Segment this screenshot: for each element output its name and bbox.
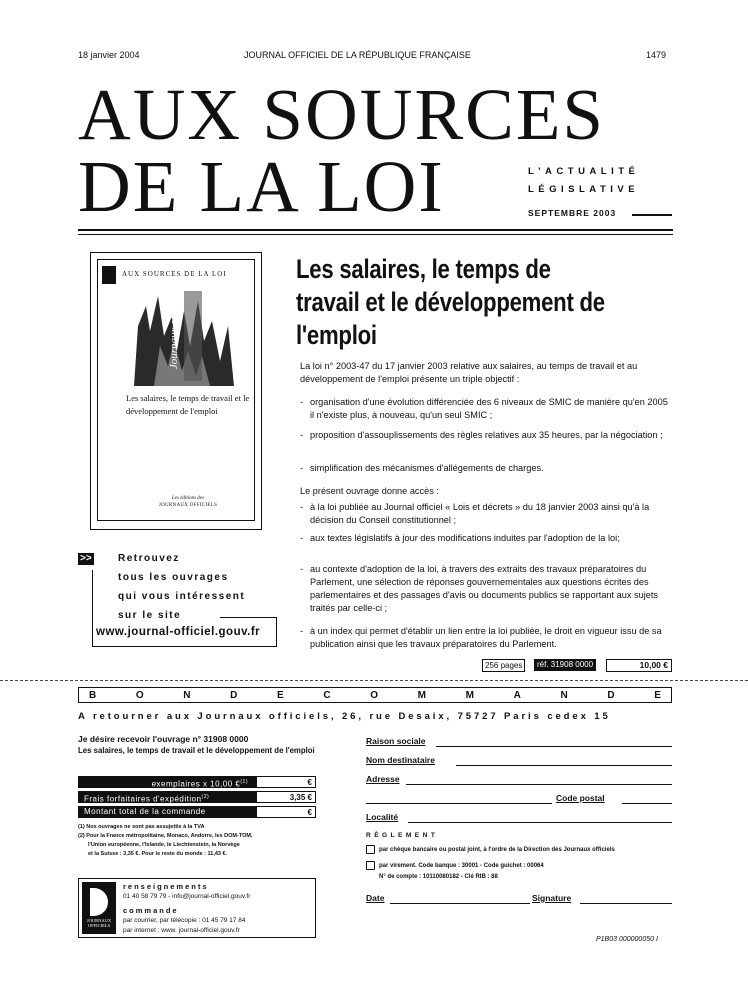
payment-cheque [366,845,615,854]
access-1: - à la loi publiée au Journal officiel « Lois et décrets » du 18 janvier 2003 ainsi qu'à la décision du Conseil constitutionnel ; [300,502,650,526]
note-2a: (2) Pour la France métropolitaine, Monaco, Andorre, les DOM-TOM, [78,833,253,839]
tagline-dash [632,214,672,216]
shipping-label-text: Frais forfaitaires d'expédition [84,794,202,804]
access-4: - à un index qui permet d'établir un lien entre la loi publiée, le droit en vigueur issu de sa publication ainsi que les travaux préparatoires du Parlement. [300,626,662,650]
bon-letter: E [654,689,661,701]
objective-2: - proposition d'assouplissements des règles relatives aux 35 heures, par la négociation ; [300,430,663,440]
masthead-rule-thin [78,234,673,235]
shipping-row-label [78,791,256,803]
access-1-text: à la loi publiée au Journal officiel « Lois et décrets » du 18 janvier 2003 ainsi qu'à la décision du Conseil constitutionnel ; [310,502,650,526]
bon-letter: D [230,689,238,701]
quantity-label-text: exemplaires x 10,00 € [151,779,241,789]
access-2: - aux textes législatifs à jour des modifications induites par l'adoption de la loi; [300,533,620,543]
contact-info: 01 40 58 79 79 - info@journal-officiel.gouv.fr [123,893,251,900]
book-series: AUX SOURCES DE LA LOI [122,270,227,278]
jo-logo-shape [90,888,108,916]
footer-code: P1B03 000000050 I [596,936,658,943]
pages-tag: 256 pages [482,659,525,672]
contact-box [78,878,316,938]
localite-field[interactable] [408,822,672,823]
book-publisher: JOURNAUX OFFICIELS [158,503,218,508]
note-2c: et la Suisse : 3,35 €. Pour le reste du monde : 11,43 €. [88,851,228,857]
book-cover [90,252,262,530]
bon-letter: A [513,689,521,701]
access-4-text: à un index qui permet d'établir un lien entre la loi publiée, le droit en vigueur issu de sa publication ainsi que les travaux préparatoires du Parlement. [310,626,662,650]
bon-letter: M [417,689,426,701]
shipping-value: 3,35 € [256,791,316,803]
quantity-total-field[interactable]: € [256,776,316,788]
book-illustration [124,286,254,386]
access-intro: Le présent ouvrage donne accès : [300,486,439,496]
book-cover-inner [97,259,255,521]
bon-letter: C [323,689,331,701]
contact-mail: par courrier, par télécopie : 01 45 79 17 84 [123,917,246,924]
adresse-label: Adresse [366,774,400,784]
masthead-rule-thick [78,229,673,231]
bon-letter: D [607,689,615,701]
bon-letter: N [183,689,191,701]
order-book-title: Les salaires, le temps de travail et le développement de l'emploi [78,746,315,755]
objective-3-text: simplification des mécanismes d'allégements de charges. [310,463,544,473]
date-field[interactable] [390,903,530,904]
objective-1: - organisation d'une évolution différenciée des 6 niveaux de SMIC de manière qu'en 2005 il n'existe plus, à nouveau, qu'un seul SMIC ; [300,397,668,421]
order-desire: Je désire recevoir l'ouvrage n° 31908 0000 [78,734,249,744]
promo-underline [220,617,276,618]
nom-destinataire-label: Nom destinataire [366,755,435,765]
contact-renseignements: renseignements [123,882,209,891]
issue-date: 18 janvier 2004 [78,50,140,60]
tagline-actualite: L'ACTUALITÉ [528,166,640,177]
promo-arrow-icon: >> [80,553,92,564]
tagline-legislative: LÉGISLATIVE [528,184,640,195]
account-details: N° de compte : 10110080182 - Clé RIB : 88 [379,874,498,880]
book-title: Les salaires, le temps de travail et le développement de l'emploi [126,393,250,417]
nom-destinataire-field[interactable] [456,765,672,766]
cut-line [0,680,748,681]
localite-label: Localité [366,812,399,822]
date-label: Date [366,893,385,903]
promo-url-link[interactable]: www.journal-officiel.gouv.fr [96,626,261,638]
access-3: - au contexte d'adoption de la loi, à travers des extraits des travaux préparatoires du Parlement, une sélection de réponses gouvernementales aux questions écrites des parlementaires et des passages d'avis ou documents publics se rapportant aux sujets traités par celle-ci ; [300,564,659,614]
contact-web: par internet : www. journal-officiel.gouv.fr [123,927,240,934]
raison-sociale-label: Raison sociale [366,736,426,746]
cheque-label: par chèque bancaire ou postal joint, à l'ordre de la Direction des Journaux officiels [379,847,615,854]
total-field[interactable]: € [256,806,316,818]
tagline-date: SEPTEMBRE 2003 [528,208,617,218]
jo-logo [82,882,116,934]
signature-label: Signature [532,893,572,903]
quantity-row-label [78,776,256,788]
virement-checkbox[interactable] [366,861,375,870]
code-postal-label: Code postal [556,793,605,803]
payment-virement [366,861,544,870]
total-row-label: Montant total de la commande [78,806,256,818]
bon-letter: O [135,689,144,701]
bon-letter: O [370,689,379,701]
note-2b: l'Union européenne, l'Islande, le Liechtenstein, la Norvège [88,842,240,848]
book-spine-text: Journaux officiels [168,290,180,370]
virement-label: par virement. Code banque : 30001 - Code guichet : 00064 [379,863,544,870]
access-3-text: au contexte d'adoption de la loi, à travers des extraits des travaux préparatoires du Parlement, une sélection de réponses gouvernementales aux questions écrites des parlementaires et des passages d'avis ou documents publics se rapportant aux sujets traités par celle-ci ; [310,564,659,614]
note-1: (1) Nos ouvrages ne sont pas assujettis à la TVA [78,824,205,830]
masthead-line2: DE LA LOI [78,146,445,227]
objective-3: - simplification des mécanismes d'allégements de charges. [300,463,544,473]
jo-logo-text: JOURNAUX OFFICIELS [86,918,112,928]
raison-sociale-field[interactable] [436,746,672,747]
article-intro: La loi n° 2003-47 du 17 janvier 2003 relative aux salaires, au temps de travail et au développement de l'emploi présente un triple objectif : [300,361,638,385]
access-2-text: aux textes législatifs à jour des modifications induites par l'adoption de la loi; [310,533,620,543]
bon-letter: B [89,689,97,701]
masthead-line1: AUX SOURCES [78,74,606,155]
bon-letter: E [277,689,284,701]
objective-2-text: proposition d'assouplissements des règles relatives aux 35 heures, par la négociation ; [310,430,663,440]
adresse-field-2[interactable] [366,803,552,804]
code-postal-field[interactable] [622,803,672,804]
book-publisher-small: Les éditions des [172,496,204,501]
promo-bracket [276,617,277,647]
promo-line1: Retrouvez [118,553,180,564]
promo-bottom-line [92,646,277,647]
cheque-checkbox[interactable] [366,845,375,854]
promo-line2: tous les ouvrages [118,572,229,583]
reglement-heading: RÈGLEMENT [366,832,439,839]
quantity-note-ref: (1) [240,779,248,785]
signature-field[interactable] [580,903,672,904]
contact-commande: commande [123,906,179,915]
adresse-field[interactable] [406,784,672,785]
page-number: 1479 [646,50,667,60]
promo-left-line [92,570,93,647]
promo-line4: sur le site [118,610,182,621]
article-headline: Les salaires, le temps de travail et le développement de l'emploi [296,254,605,350]
price-tag: 10,00 € [606,659,672,672]
ref-tag: réf. 31908 0000 [534,659,596,671]
objective-1-text: organisation d'une évolution différenciée des 6 niveaux de SMIC de manière qu'en 2005 il n'existe plus, à nouveau, qu'un seul SMIC ; [310,397,668,421]
bon-letter: M [465,689,474,701]
bon-letter: N [560,689,568,701]
journal-name: JOURNAL OFFICIEL DE LA RÉPUBLIQUE FRANÇAISE [244,50,471,60]
order-form-title [78,687,672,703]
jo-logo-mark [102,266,116,284]
shipping-note-ref: (2) [201,794,210,800]
return-address: A retourner aux Journaux officiels, 26, rue Desaix, 75727 Paris cedex 15 [78,711,611,722]
promo-line3: qui vous intéressent [118,591,246,602]
